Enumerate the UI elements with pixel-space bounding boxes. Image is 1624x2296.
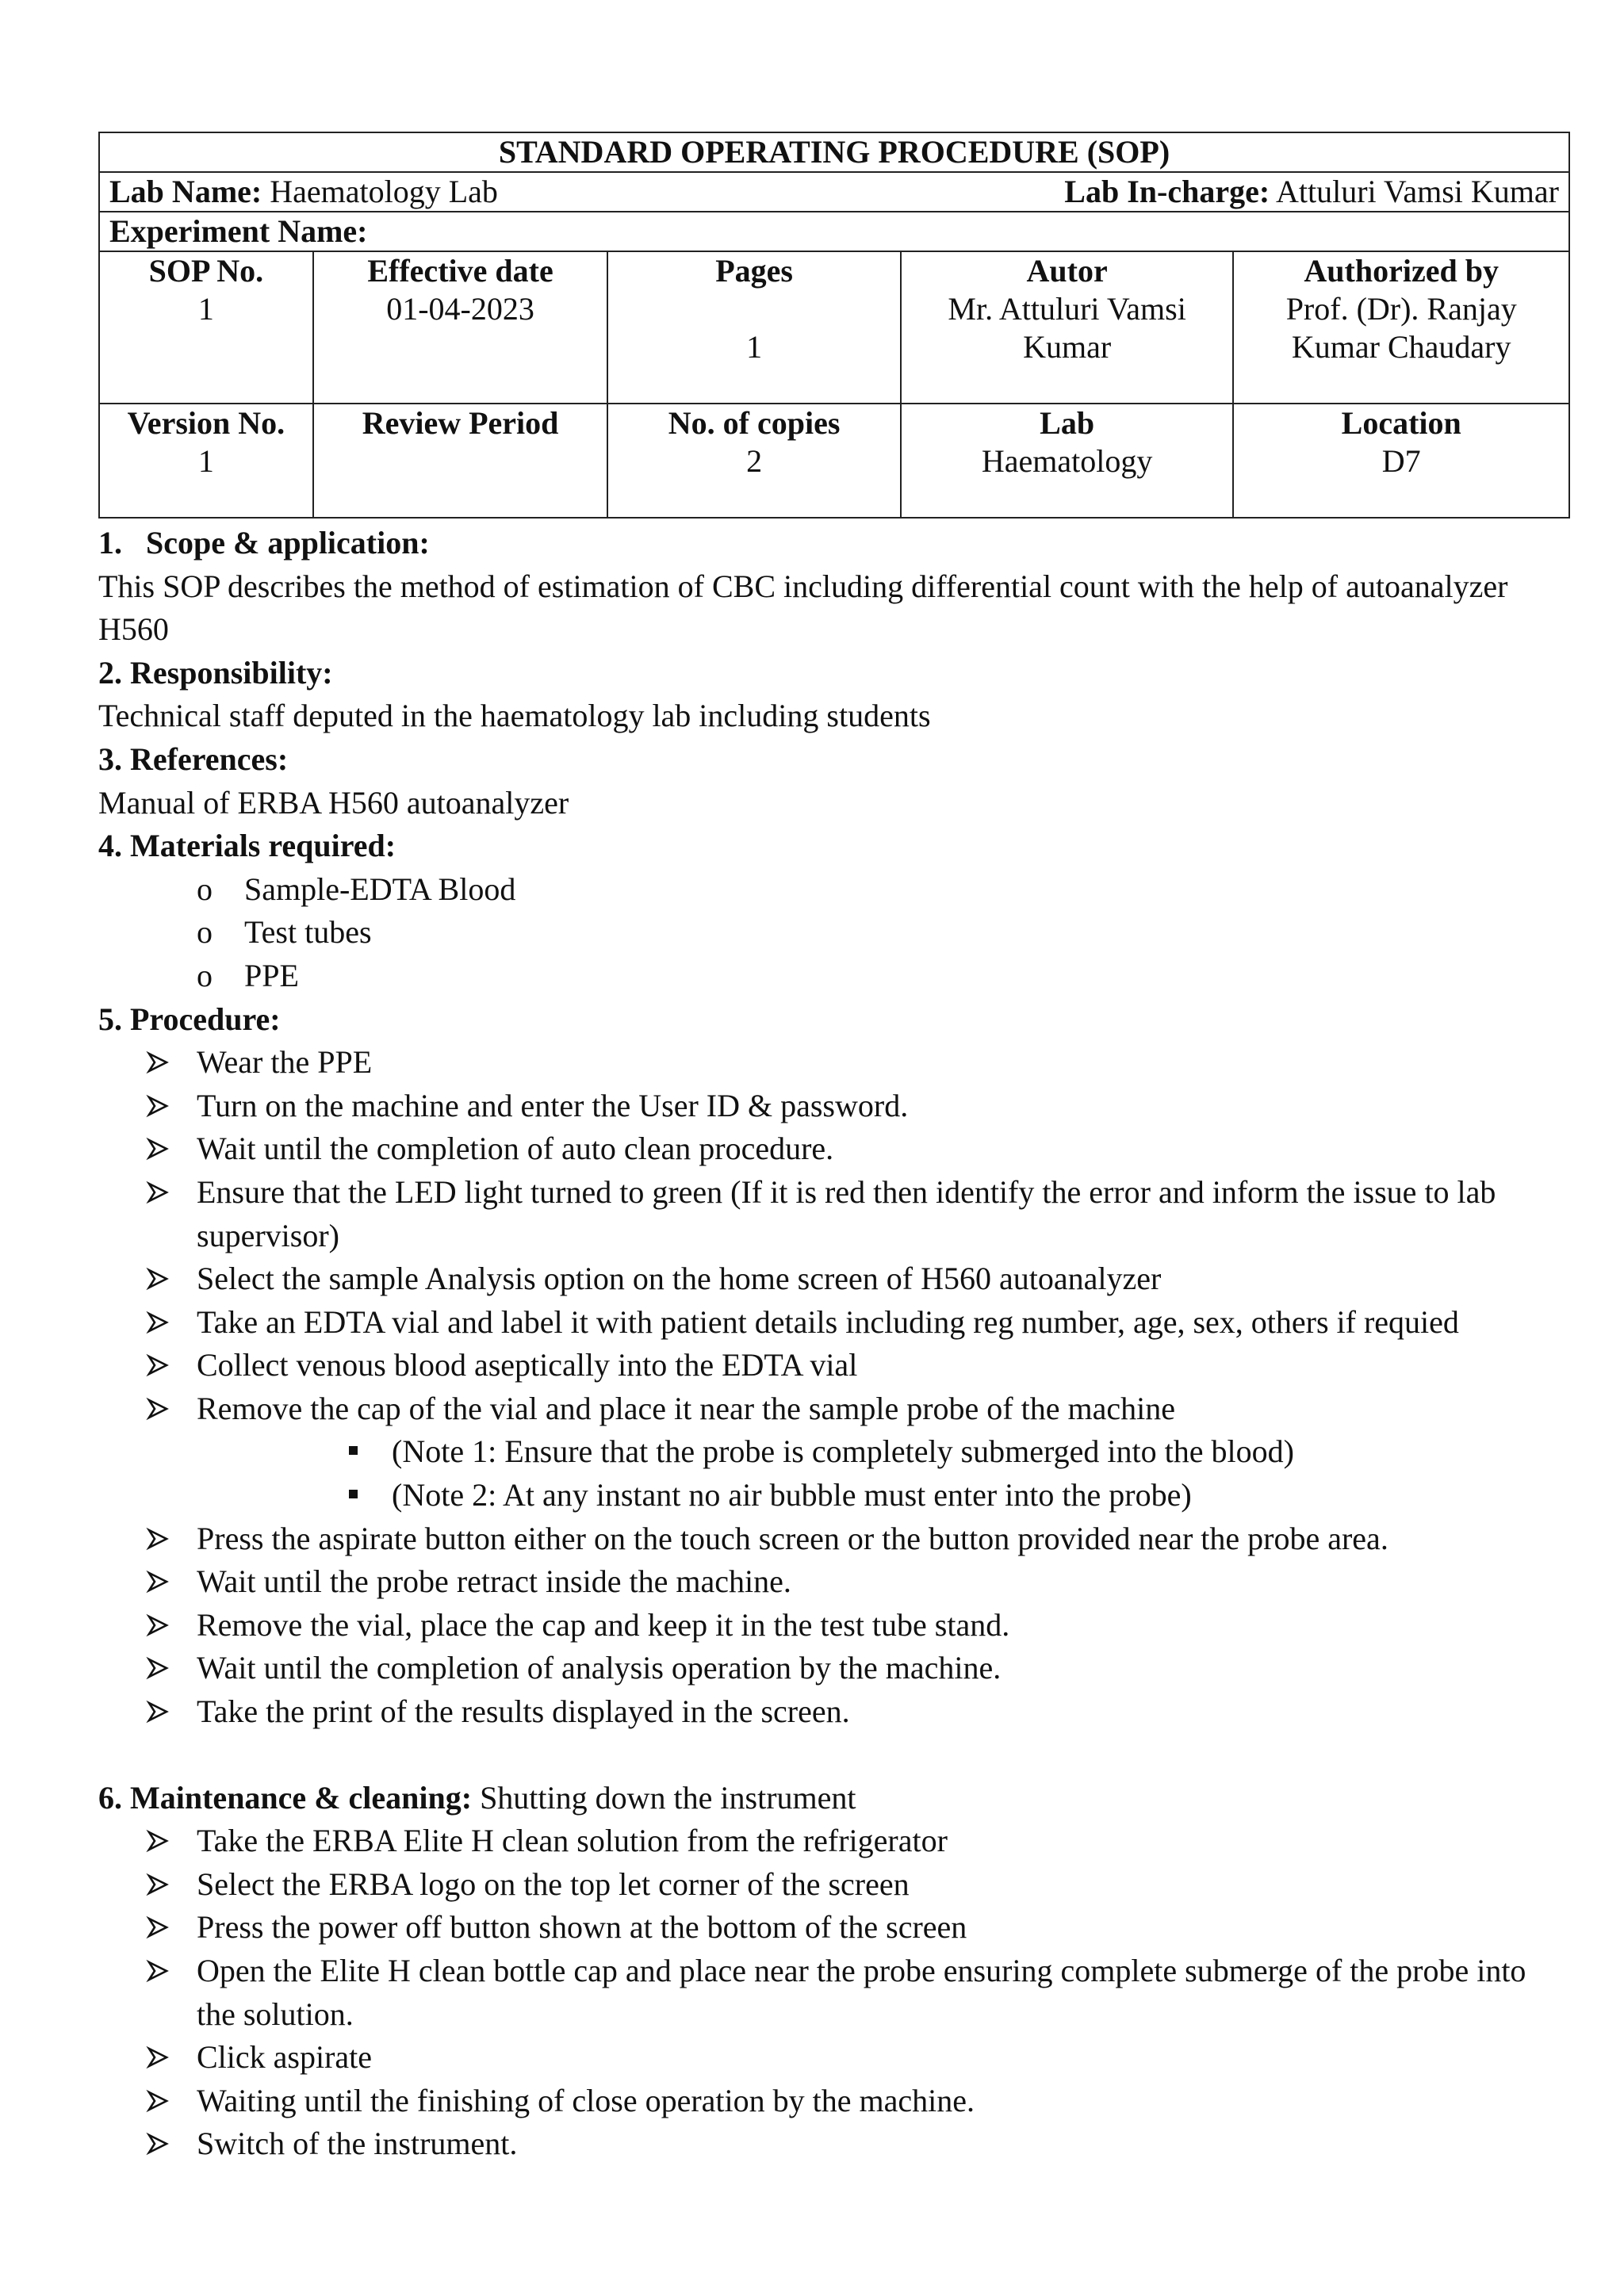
responsibility-text: Technical staff deputed in the haematology lab including students: [98, 698, 931, 734]
arrow-bullet-icon: [146, 2036, 170, 2079]
maintenance-steps: [98, 1820, 1570, 2166]
square-bullet-icon: [349, 1490, 358, 1498]
maintenance-heading-line: [98, 1777, 1570, 1820]
note-item: (Note 1: Ensure that the probe is completely submerged into the blood): [392, 1430, 1570, 1474]
arrow-bullet-icon: [146, 1950, 170, 1992]
square-bullet-icon: [349, 1446, 358, 1455]
list-item: Waiting until the finishing of close operation by the machine.: [197, 2080, 1570, 2123]
list-item: Turn on the machine and enter the User ID & password.: [197, 1085, 1570, 1128]
copies-cell: No. of copies 2: [607, 404, 900, 518]
arrow-bullet-icon: [146, 1647, 170, 1689]
list-item: Remove the vial, place the cap and keep it in the test tube stand.: [197, 1604, 1570, 1647]
list-item: Select the ERBA logo on the top let corner of the screen: [197, 1863, 1570, 1907]
sop-document: [98, 132, 1570, 2166]
sop-body: [98, 522, 1570, 2166]
arrow-bullet-icon: [146, 1041, 170, 1084]
arrow-bullet-icon: [146, 2122, 170, 2165]
effective-date-cell: Effective date 01-04-2023: [313, 251, 608, 404]
lab-name: Lab Name: Haematology Lab: [109, 174, 498, 209]
authorized-by-cell: Authorized by Prof. (Dr). Ranjay Kumar Chaudary: [1233, 251, 1569, 404]
lab-cell: Lab Haematology: [901, 404, 1234, 518]
procedure-steps: [98, 1041, 1570, 1430]
maintenance-heading: 6. Maintenance & cleaning:: [98, 1779, 473, 1816]
arrow-bullet-icon: [146, 1387, 170, 1430]
references-heading: 3. References:: [98, 740, 289, 777]
circle-bullet-icon: o: [197, 957, 213, 993]
list-item: Take an EDTA vial and label it with patient details including reg number, age, sex, others if requied: [197, 1301, 1570, 1345]
procedure-steps-continued: [98, 1517, 1570, 1734]
arrow-bullet-icon: [146, 1085, 170, 1127]
list-item: o Test tubes: [197, 911, 1570, 955]
arrow-bullet-icon: [146, 1906, 170, 1949]
arrow-bullet-icon: [146, 1863, 170, 1906]
note-item: (Note 2: At any instant no air bubble must enter into the probe): [392, 1474, 1570, 1517]
responsibility-heading: 2. Responsibility:: [98, 654, 333, 691]
procedure-notes: [98, 1430, 1570, 1517]
arrow-bullet-icon: [146, 2080, 170, 2122]
list-item: Ensure that the LED light turned to green (If it is red then identify the error and inform the issue to lab supervisor): [197, 1171, 1570, 1257]
experiment-name: Experiment Name:: [99, 212, 1569, 251]
arrow-bullet-icon: [146, 1690, 170, 1733]
arrow-bullet-icon: [146, 1257, 170, 1300]
list-item: Open the Elite H clean bottle cap and place near the probe ensuring complete submerge of the probe into the solution.: [197, 1950, 1570, 2036]
materials-list: [98, 868, 1570, 998]
sop-header-table: [98, 132, 1570, 519]
materials-heading: 4. Materials required:: [98, 828, 396, 864]
pages-cell: Pages 1: [607, 251, 900, 404]
circle-bullet-icon: o: [197, 871, 213, 907]
list-item: Press the power off button shown at the bottom of the screen: [197, 1906, 1570, 1950]
list-item: o Sample-EDTA Blood: [197, 868, 1570, 912]
arrow-bullet-icon: [146, 1820, 170, 1862]
scope-heading: 1. Scope & application:: [98, 525, 430, 561]
review-period-cell: Review Period: [313, 404, 608, 518]
list-item: Click aspirate: [197, 2036, 1570, 2080]
list-item: o PPE: [197, 955, 1570, 998]
list-item: Wait until the completion of auto clean procedure.: [197, 1127, 1570, 1171]
arrow-bullet-icon: [146, 1171, 170, 1214]
list-item: Take the ERBA Elite H clean solution from the refrigerator: [197, 1820, 1570, 1863]
arrow-bullet-icon: [146, 1517, 170, 1560]
location-cell: Location D7: [1233, 404, 1569, 518]
references-text: Manual of ERBA H560 autoanalyzer: [98, 784, 569, 821]
arrow-bullet-icon: [146, 1127, 170, 1170]
list-item: Take the print of the results displayed in the screen.: [197, 1690, 1570, 1734]
arrow-bullet-icon: [146, 1301, 170, 1344]
circle-bullet-icon: o: [197, 914, 213, 951]
list-item: Wait until the completion of analysis operation by the machine.: [197, 1647, 1570, 1690]
sop-title: STANDARD OPERATING PROCEDURE (SOP): [99, 132, 1569, 172]
lab-incharge: Lab In-charge: Attuluri Vamsi Kumar: [1064, 174, 1559, 209]
list-item: Select the sample Analysis option on the home screen of H560 autoanalyzer: [197, 1257, 1570, 1301]
maintenance-subheading: Shutting down the instrument: [472, 1779, 856, 1816]
lab-info-row: [99, 172, 1569, 212]
list-item: Collect venous blood aseptically into the EDTA vial: [197, 1344, 1570, 1387]
list-item: Remove the cap of the vial and place it near the sample probe of the machine: [197, 1387, 1570, 1431]
arrow-bullet-icon: [146, 1604, 170, 1647]
list-item: Press the aspirate button either on the touch screen or the button provided near the probe area.: [197, 1517, 1570, 1561]
list-item: Wait until the probe retract inside the machine.: [197, 1560, 1570, 1604]
list-item: Switch of the instrument.: [197, 2122, 1570, 2166]
list-item: Wear the PPE: [197, 1041, 1570, 1085]
sop-no-cell: SOP No. 1: [99, 251, 313, 404]
procedure-heading: 5. Procedure:: [98, 1001, 281, 1037]
author-cell: Autor Mr. Attuluri Vamsi Kumar: [901, 251, 1234, 404]
version-cell: Version No. 1: [99, 404, 313, 518]
arrow-bullet-icon: [146, 1560, 170, 1603]
scope-text: This SOP describes the method of estimation of CBC including differential count with the help of autoanalyzer H560: [98, 568, 1508, 648]
arrow-bullet-icon: [146, 1344, 170, 1387]
